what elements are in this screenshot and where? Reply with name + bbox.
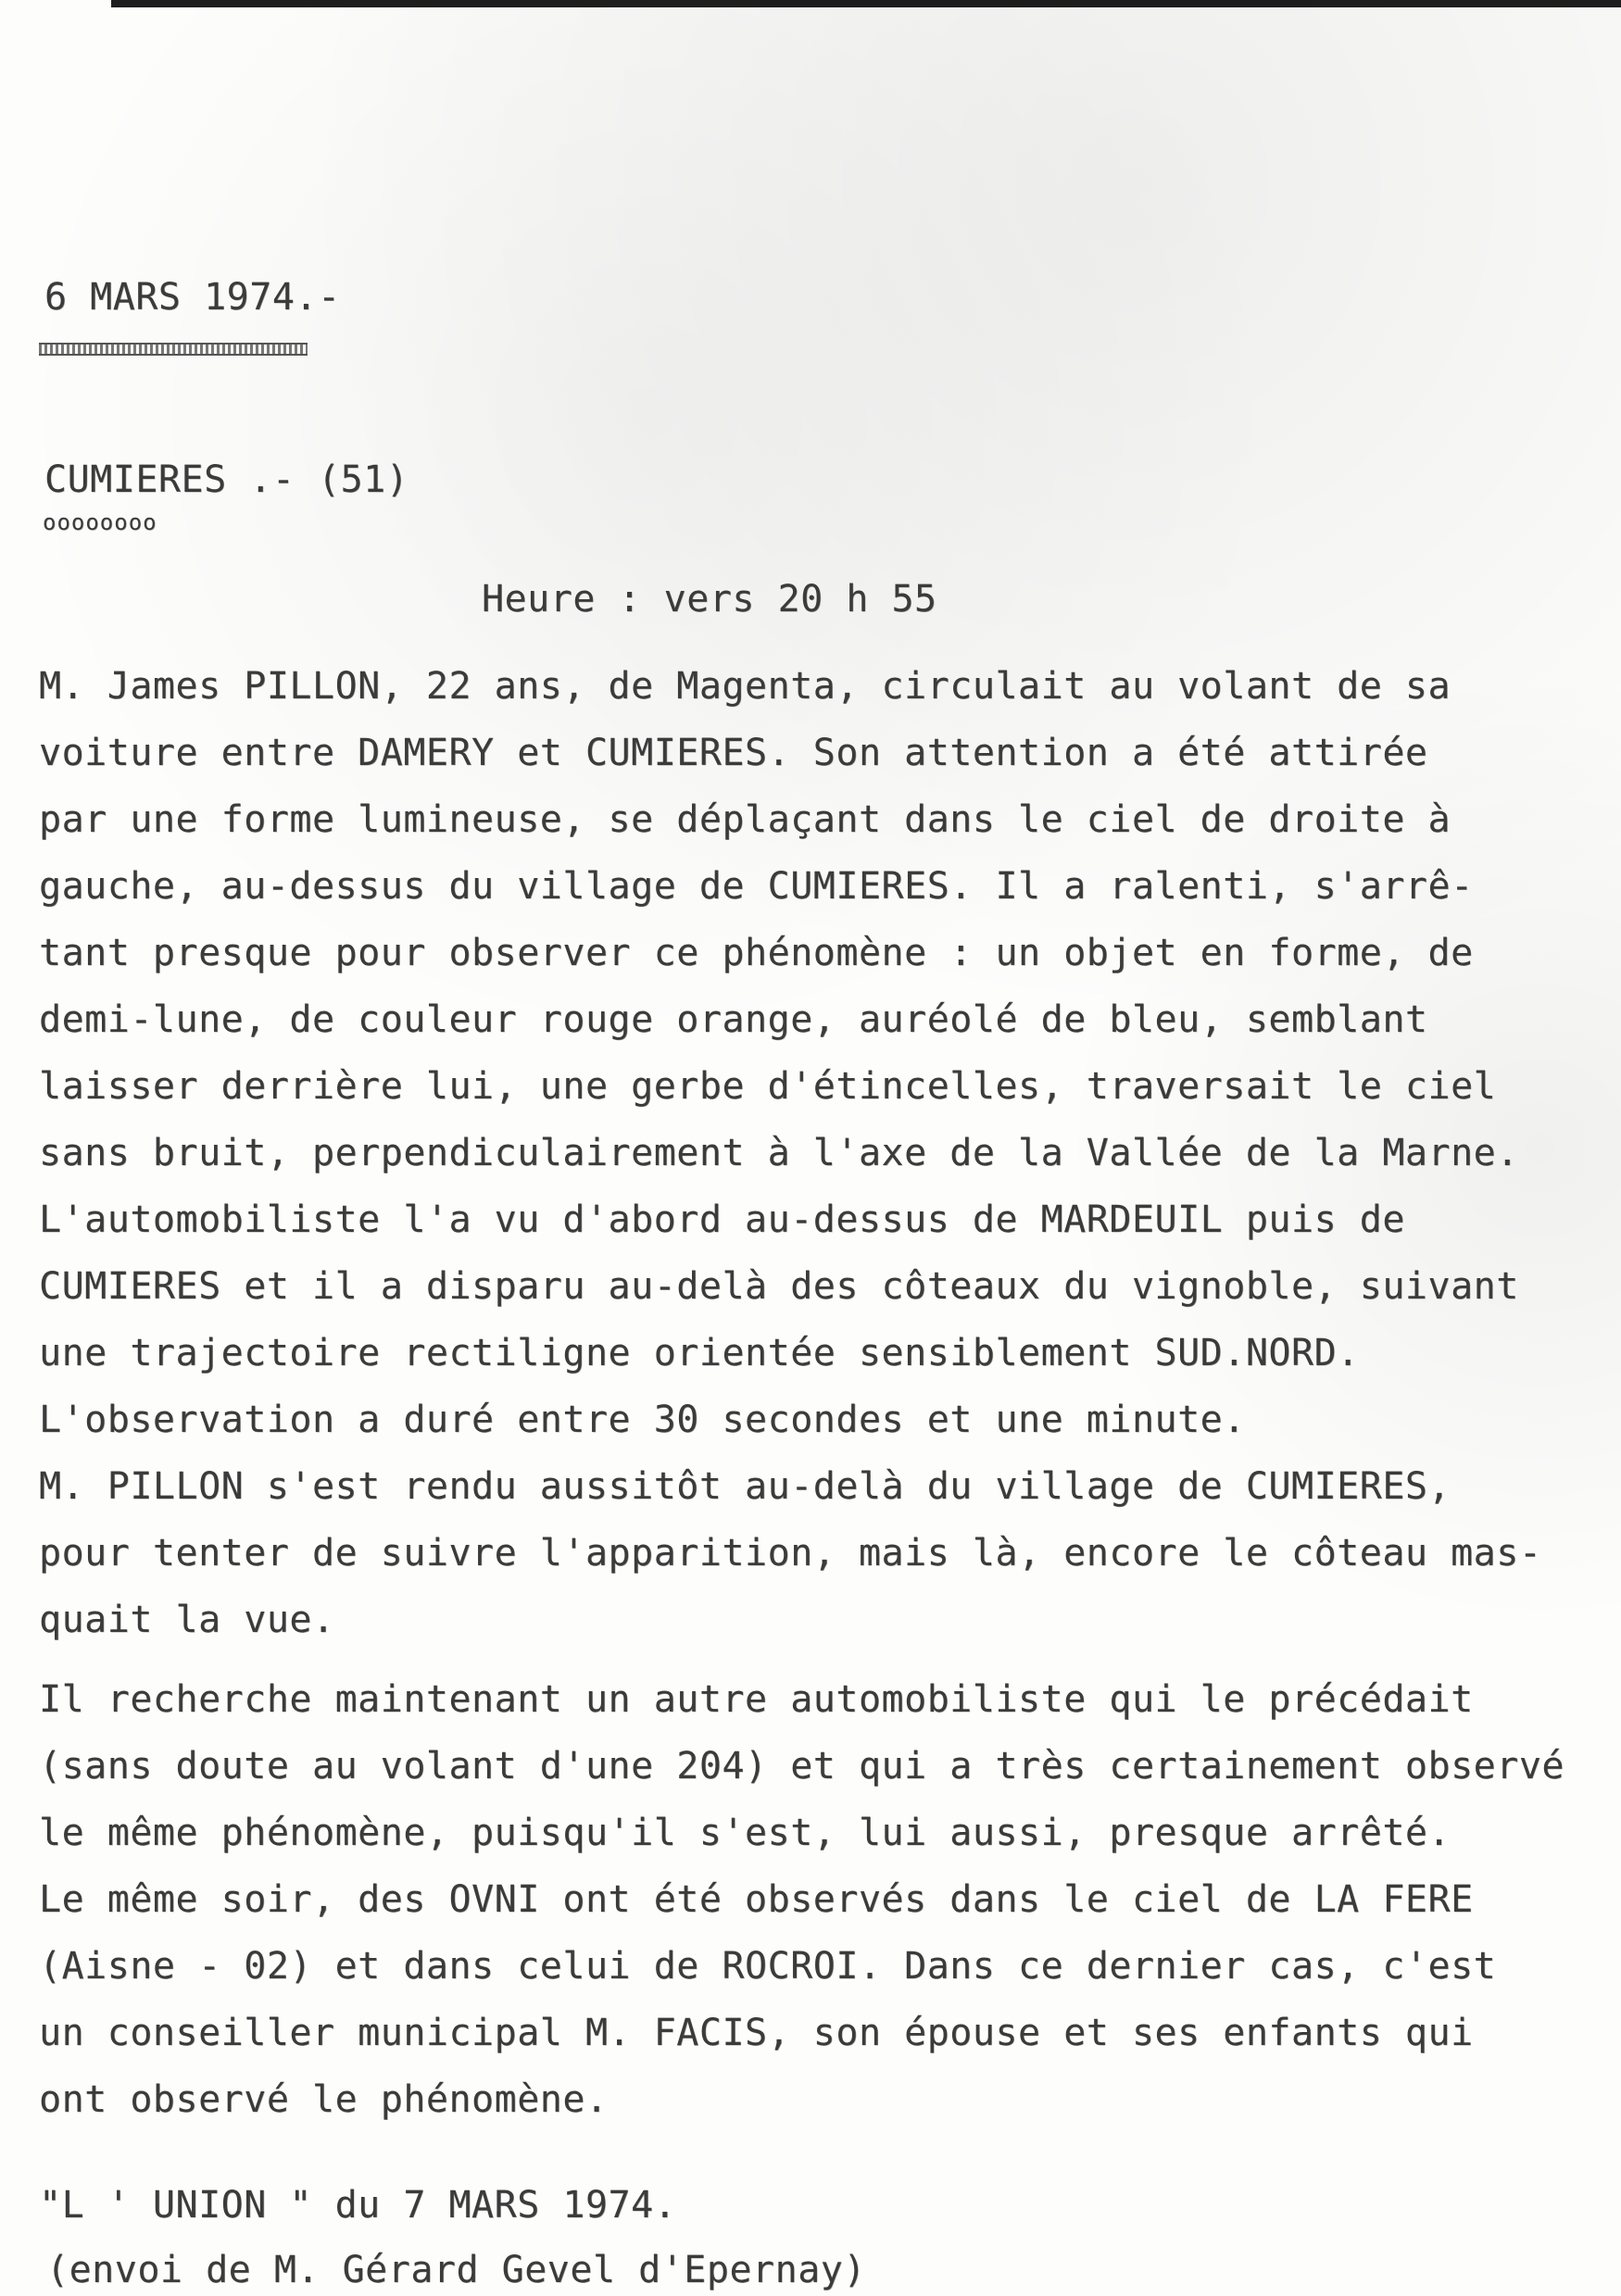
body-line: Le même soir, des OVNI ont été observés dans le ciel de LA FERE [39,1878,1474,1921]
body-line: le même phénomène, puisqu'il s'est, lui aussi, presque arrêté. [39,1812,1451,1854]
body-line: laisser derrière lui, une gerbe d'étincelles, traversait le ciel [39,1065,1497,1108]
report-date: 6 MARS 1974.- [44,276,341,319]
source-citation: "L ' UNION " du 7 MARS 1974. [39,2184,677,2227]
body-line: L'observation a duré entre 30 secondes et une minute. [39,1399,1246,1441]
body-line: Il recherche maintenant un autre automobiliste qui le précédait [39,1678,1474,1721]
body-line: tant presque pour observer ce phénomène : un objet en forme, de [39,932,1474,974]
body-line: voiture entre DAMERY et CUMIERES. Son attention a été attirée [39,732,1428,774]
body-line: par une forme lumineuse, se déplaçant dans le ciel de droite à [39,798,1451,841]
time-heading: Heure : vers 20 h 55 [482,578,937,621]
body-line: CUMIERES et il a disparu au-delà des côteaux du vignoble, suivant [39,1265,1519,1308]
body-line: quait la vue. [39,1599,335,1641]
body-line: M. PILLON s'est rendu aussitôt au-delà du village de CUMIERES, [39,1465,1451,1508]
sender-note: (envoi de M. Gérard Gevel d'Epernay) [46,2249,866,2291]
body-line: M. James PILLON, 22 ans, de Magenta, circulait au volant de sa [39,665,1451,708]
body-line: pour tenter de suivre l'apparition, mais là, encore le côteau mas- [39,1532,1542,1575]
body-line: (Aisne - 02) et dans celui de ROCROI. Dans ce dernier cas, c'est [39,1945,1497,1988]
body-line: ont observé le phénomène. [39,2078,609,2121]
location-underline-dots: oooooooo [43,509,157,535]
body-line: gauche, au-dessus du village de CUMIERES. Il a ralenti, s'arrê- [39,865,1474,908]
top-border-rule [111,0,1621,7]
body-line: un conseiller municipal M. FACIS, son épouse et ses enfants qui [39,2012,1474,2054]
date-underline [39,343,308,356]
body-line: L'automobiliste l'a vu d'abord au-dessus de MARDEUIL puis de [39,1198,1405,1241]
body-line: sans bruit, perpendiculairement à l'axe de la Vallée de la Marne. [39,1132,1519,1174]
location-heading: CUMIERES .- (51) [44,458,409,501]
body-line: une trajectoire rectiligne orientée sensiblement SUD.NORD. [39,1332,1360,1374]
body-line: (sans doute au volant d'une 204) et qui a très certainement observé [39,1745,1564,1788]
body-line: demi-lune, de couleur rouge orange, auréolé de bleu, semblant [39,998,1428,1041]
